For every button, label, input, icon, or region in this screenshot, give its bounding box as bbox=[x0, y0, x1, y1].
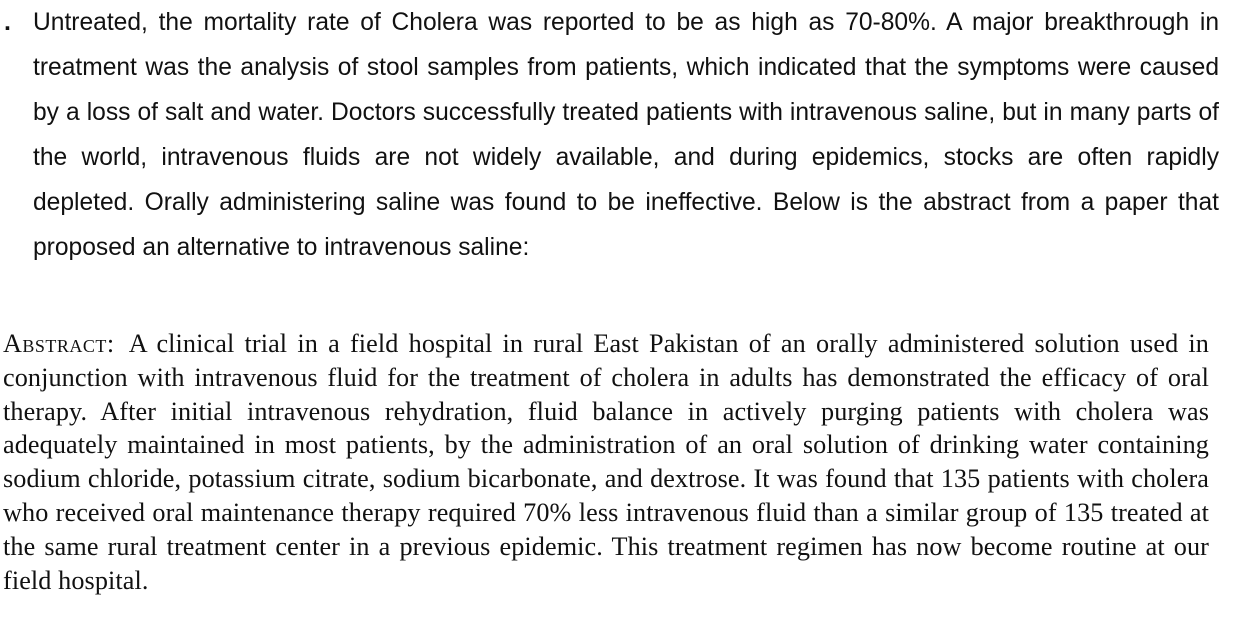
bullet-marker: . bbox=[4, 8, 11, 36]
abstract-paragraph bbox=[3, 327, 1209, 597]
abstract-label: Abstract: bbox=[3, 329, 115, 358]
intro-paragraph: Untreated, the mortality rate of Cholera was reported to be as high as 70-80%. A major breakthrough in treatment was the analysis of stool samples from patients, which indicated that the symptoms were caused by a loss of salt and water. Doctors successfully treated patients with intravenous saline, but in many parts of the world, intravenous fluids are not widely available, and during epidemics, stocks are often rapidly depleted. Orally administering saline was found to be ineffective. Below is the abstract from a paper that proposed an alternative to intravenous saline: bbox=[33, 9, 1219, 261]
abstract-text: A clinical trial in a field hospital in rural East Pakistan of an orally administered solution used in conjunction with intravenous fluid for the treatment of cholera in adults has demonstrated the efficacy of oral therapy. After initial intravenous rehydration, fluid balance in actively purging patients with cholera was adequately maintained in most patients, by the administration of an oral solution of drinking water containing sodium chloride, potassium citrate, sodium bicarbonate, and dextrose. It was found that 135 patients with cholera who received oral maintenance therapy required 70% less intravenous fluid than a similar group of 135 treated at the same rural treatment center in a previous epidemic. This treatment regimen has now become routine at our field hospital. bbox=[3, 329, 1209, 595]
